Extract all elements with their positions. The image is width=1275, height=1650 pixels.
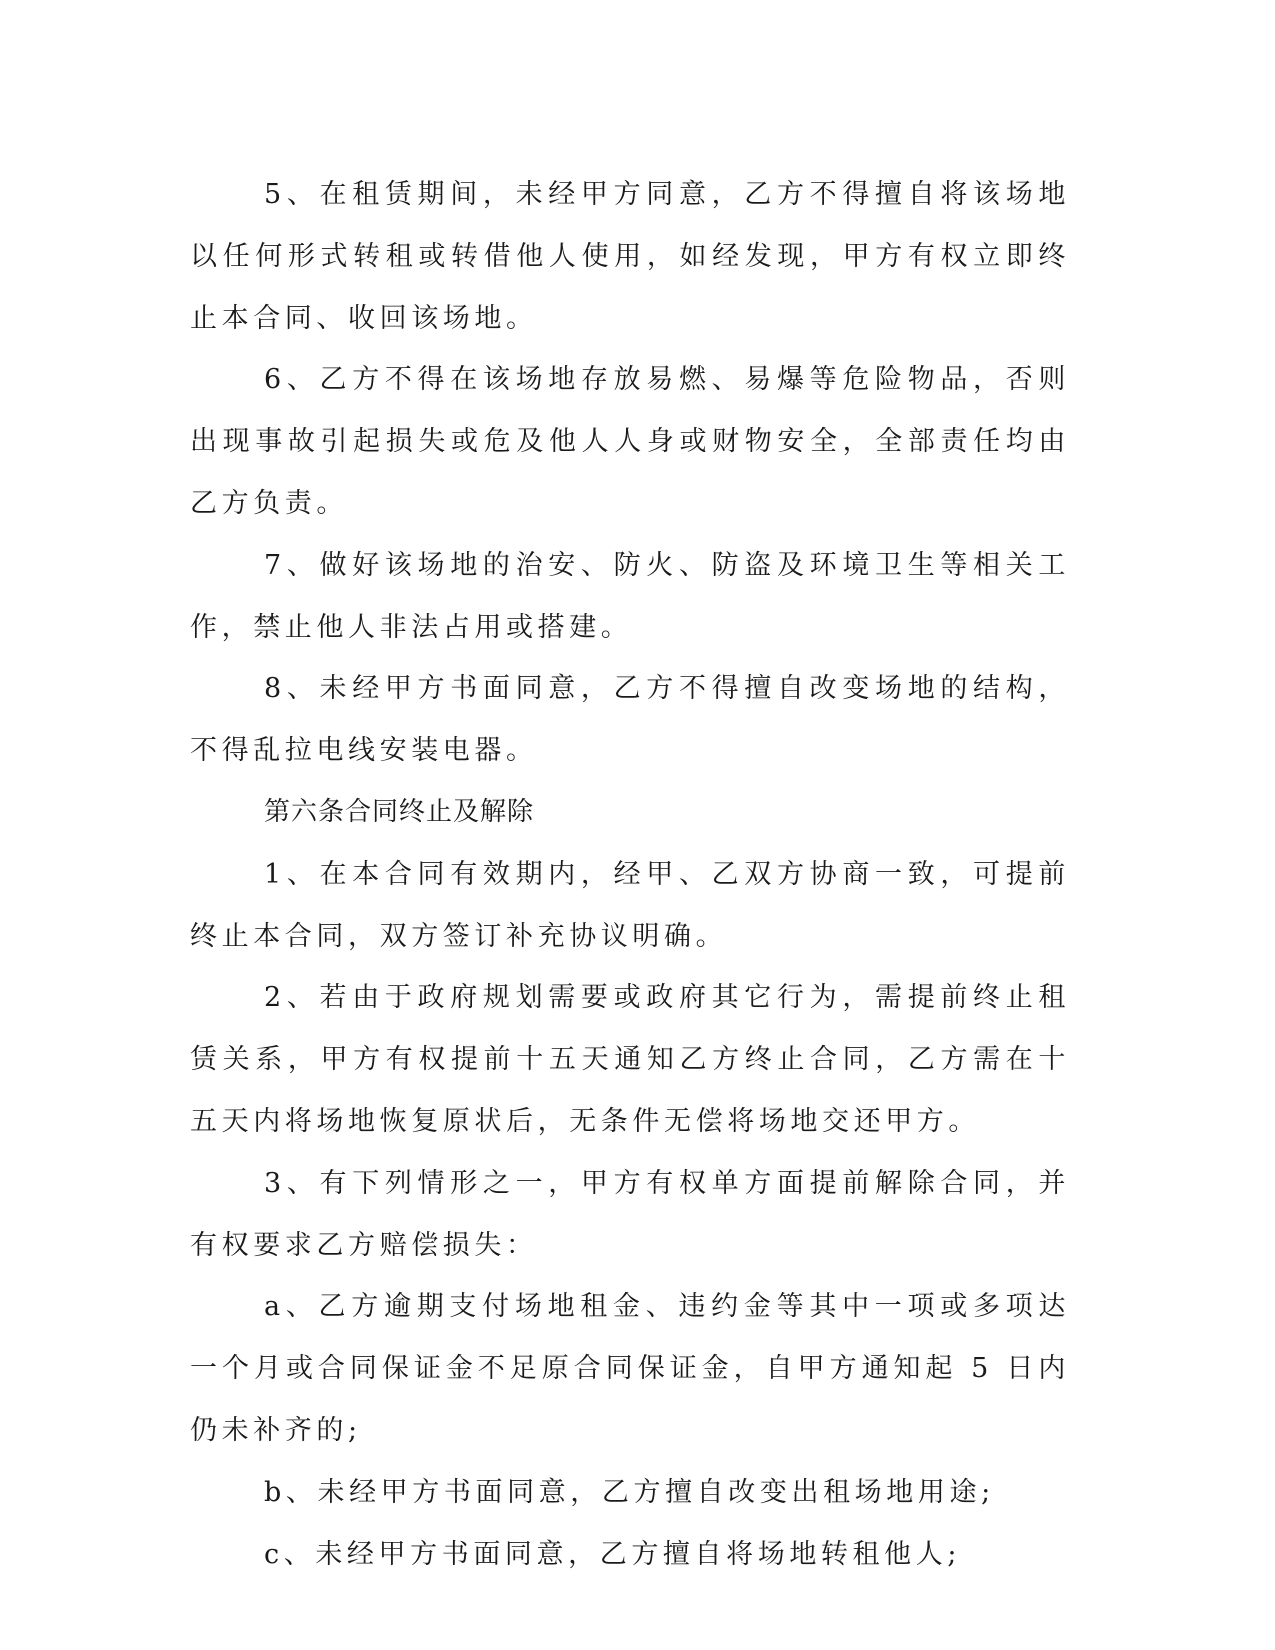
termination-item-b-paragraph: b、未经甲方书面同意，乙方擅自改变出租场地用途;: [264, 1476, 995, 1508]
termination-clause-2-paragraph: 2、若由于政府规划需要或政府其它行为，需提前终止租赁关系，甲方有权提前十五天通知乙方终止合同，乙方需在十五天内将场地恢复原状后，无条件无偿将场地交还甲方。: [190, 982, 1070, 1137]
document-body: [190, 164, 1070, 1585]
termination-clause-1-paragraph: 1、在本合同有效期内，经甲、乙双方协商一致，可提前终止本合同，双方签订补充协议明确。: [190, 858, 1070, 952]
termination-item-a-paragraph: a、乙方逾期支付场地租金、违约金等其中一项或多项达一个月或合同保证金不足原合同保证金，自甲方通知起 5 日内仍未补齐的;: [190, 1291, 1070, 1446]
termination-item-c-paragraph: c、未经甲方书面同意，乙方擅自将场地转租他人;: [264, 1538, 962, 1570]
article-6-heading: 第六条合同终止及解除: [264, 796, 535, 827]
clause-6-paragraph: 6、乙方不得在该场地存放易燃、易爆等危险物品，否则出现事故引起损失或危及他人人身或财物安全，全部责任均由乙方负责。: [190, 364, 1070, 519]
termination-clause-3-paragraph: 3、有下列情形之一，甲方有权单方面提前解除合同，并有权要求乙方赔偿损失：: [190, 1167, 1070, 1261]
clause-5-paragraph: 5、在租赁期间，未经甲方同意，乙方不得擅自将该场地以任何形式转租或转借他人使用，如经发现，甲方有权立即终止本合同、收回该场地。: [190, 179, 1070, 334]
clause-8-paragraph: 8、未经甲方书面同意，乙方不得擅自改变场地的结构，不得乱拉电线安装电器。: [190, 673, 1070, 767]
clause-7-paragraph: 7、做好该场地的治安、防火、防盗及环境卫生等相关工作，禁止他人非法占用或搭建。: [190, 549, 1070, 643]
